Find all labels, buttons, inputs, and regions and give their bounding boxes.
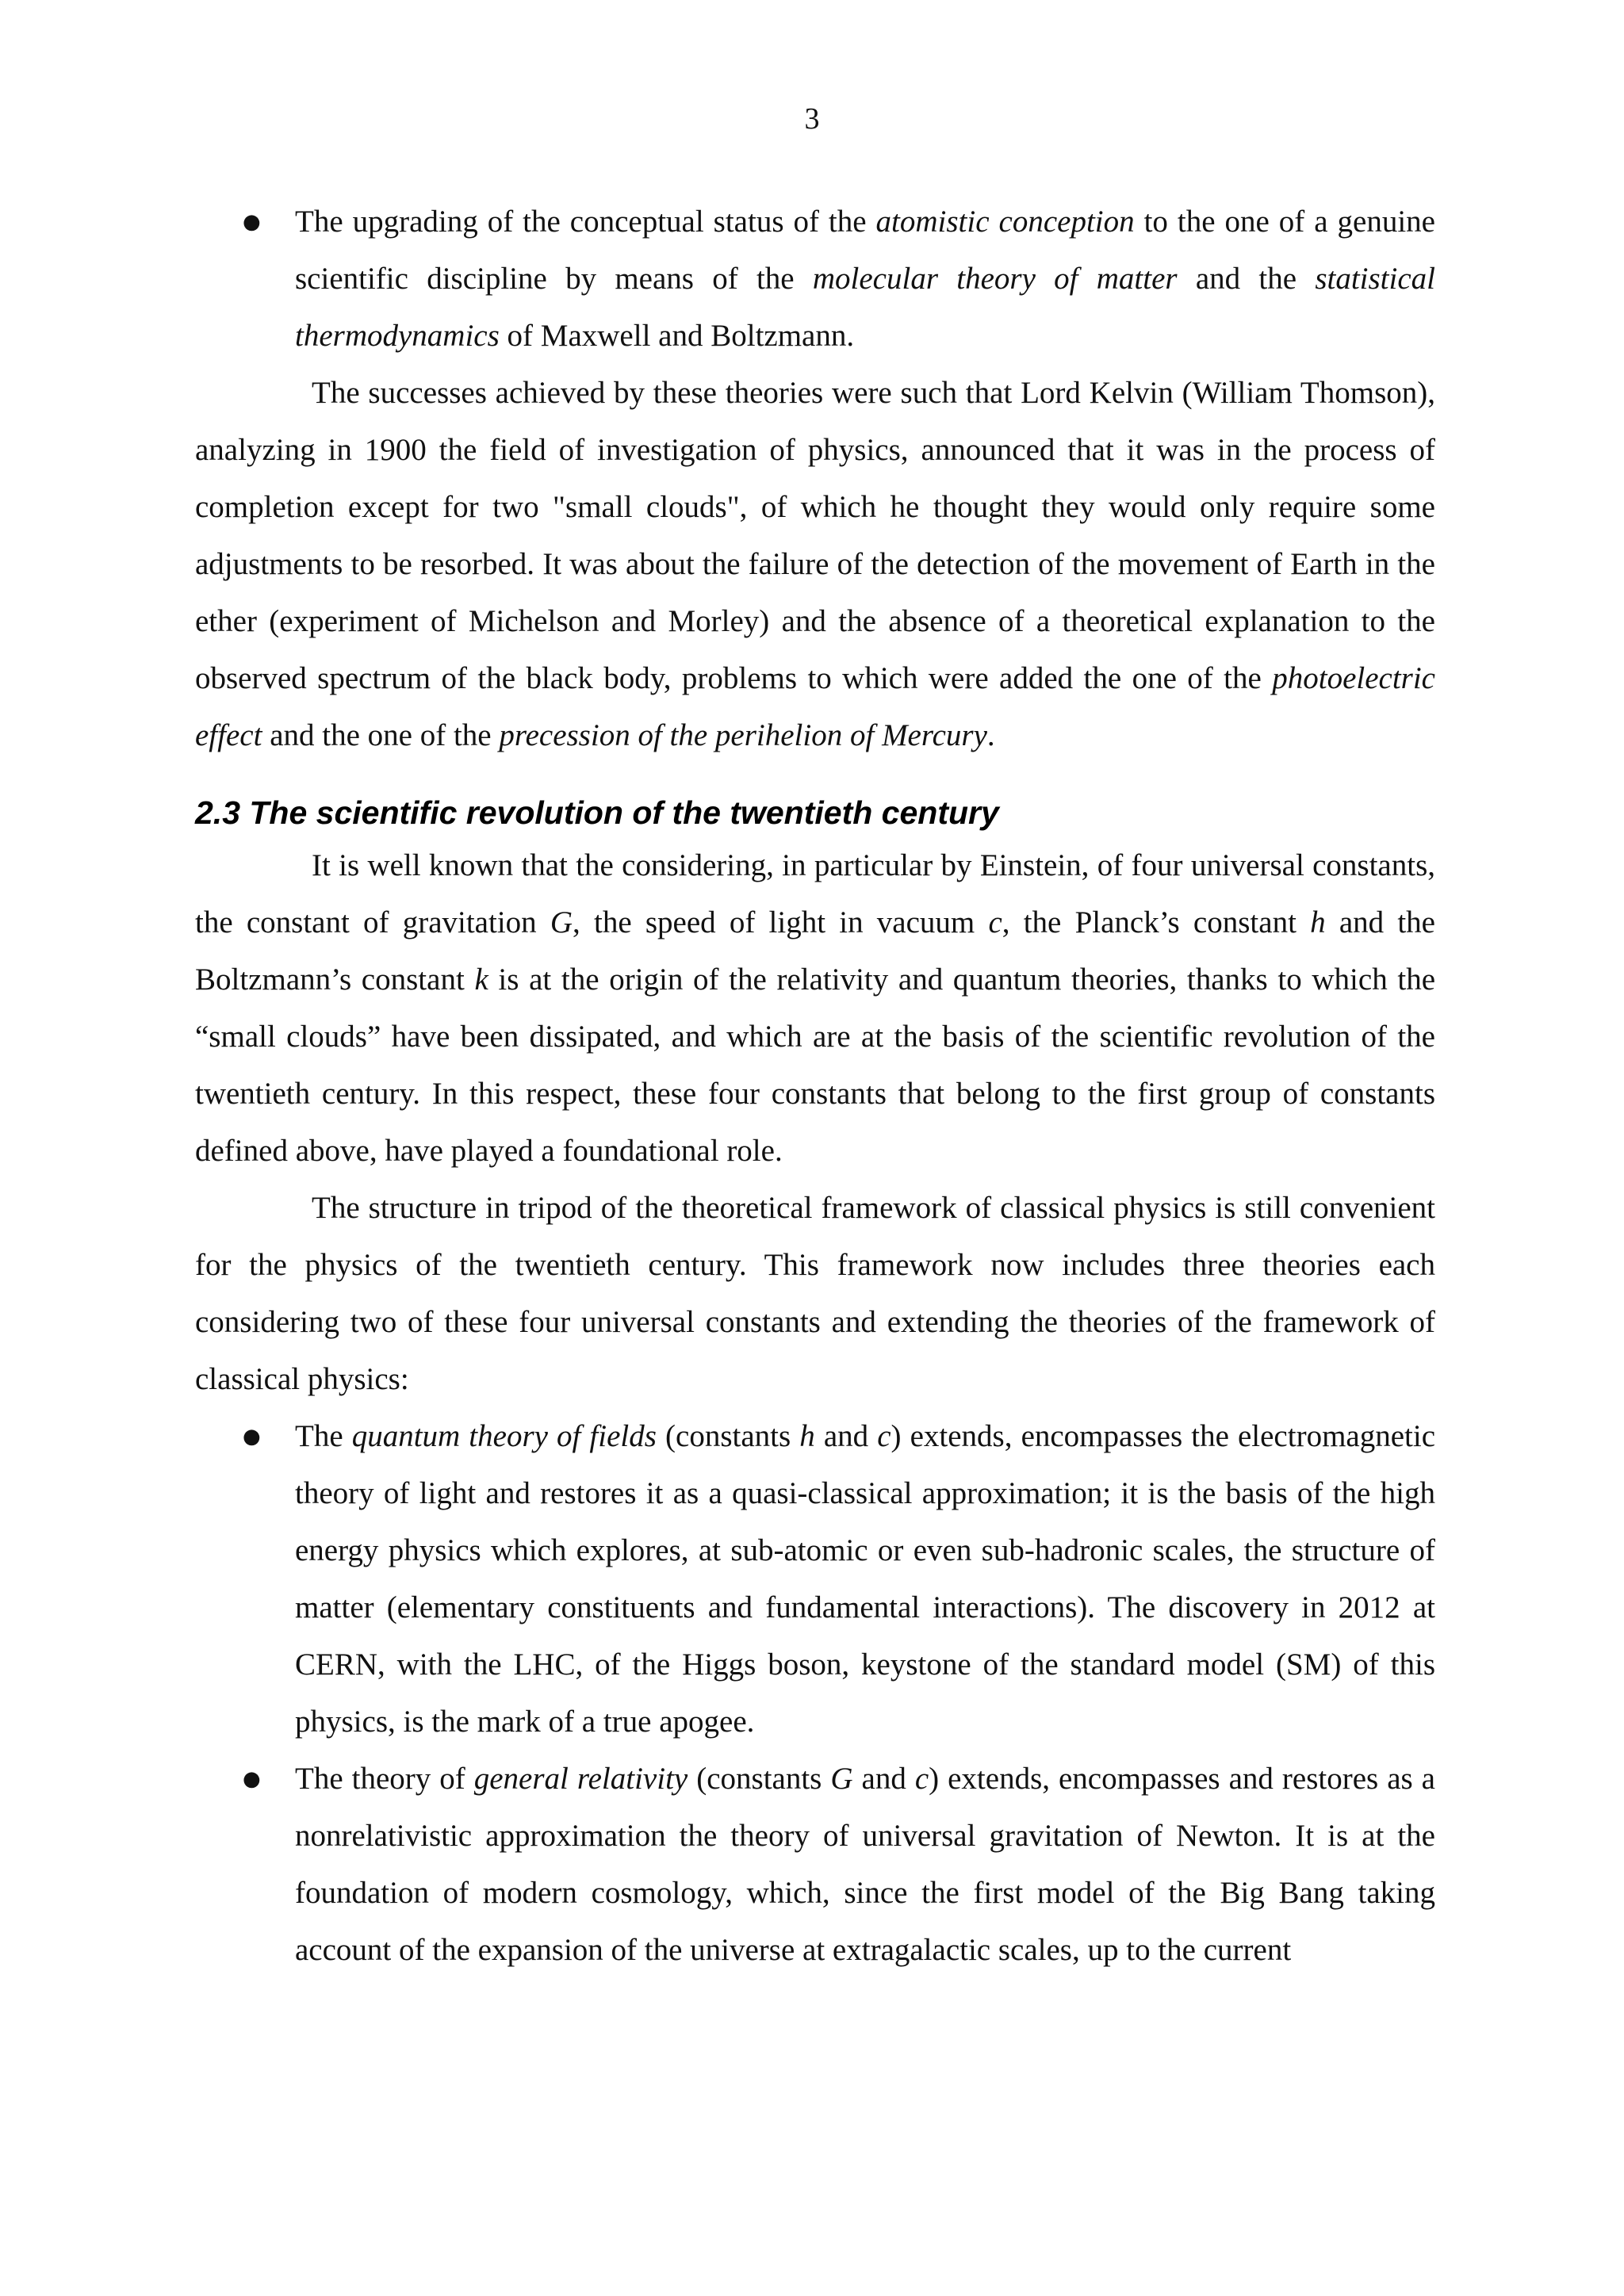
paragraph-tripod-framework: The structure in tripod of the theoretical framework of classical physics is still convenient for the physics of the twentieth century. This framework now includes three theories each considering two of these four universal constants and extending the theories of the framework of classical physics:: [195, 1191, 1435, 1396]
paragraph-universal-constants: It is well known that the considering, in particular by Einstein, of four universal constants, the constant of gravitation G, the speed of light in vacuum c, the Planck’s constant h and the Boltzmann’s constant k is at the origin of the relativity and quantum theories, thanks to which the “small clouds” have been dissipated, and which are at the basis of the scientific revolution of the twentieth century. In this respect, these four constants that belong to the first group of constants defined above, have played a foundational role.: [195, 848, 1435, 1168]
bullet-general-relativity: ● The theory of general relativity (constants G and c) extends, encompasses and restores as a nonrelativistic approximation the theory of universal gravitation of Newton. It is at the foundation of modern cosmology, which, since the first model of the Big Bang taking account of the expansion of the universe at extragalactic scales, up to the current: [195, 1751, 1435, 1979]
bullet-list-top: [195, 193, 1435, 365]
paragraph-kelvin: The successes achieved by these theories were such that Lord Kelvin (William Thomson), analyzing in 1900 the field of investigation of physics, announced that it was in the process of completion except for two "small clouds", of which he thought they would only require some adjustments to be resorbed. It was about the failure of the detection of the movement of Earth in the ether (experiment of Michelson and Morley) and the absence of a theoretical explanation to the observed spectrum of the black body, problems to which were added the one of the photoelectric effect and the one of the precession of the perihelion of Mercury.: [195, 376, 1435, 752]
bullet-dot-icon: ●: [243, 1767, 261, 1791]
bullet-quantum-theory-of-fields: ● The quantum theory of fields (constants h and c) extends, encompasses the electromagnetic theory of light and restores it as a quasi-classical approximation; it is the basis of the high energy physics which explores, at sub-atomic or even sub-hadronic scales, the structure of matter (elementary constituents and fundamental interactions). The discovery in 2012 at CERN, with the LHC, of the Higgs boson, keystone of the standard model (SM) of this physics, is the mark of a true apogee.: [195, 1408, 1435, 1751]
section-heading: 2.3 The scientific revolution of the twentieth century: [195, 794, 999, 831]
bullet-list-theories: [195, 1408, 1435, 1979]
page-number: 3: [804, 102, 820, 136]
page-content: [195, 193, 1435, 1979]
bullet-dot-icon: ●: [243, 1425, 261, 1448]
bullet-atomistic-conception: ● The upgrading of the conceptual status of the atomistic conception to the one of a genuine scientific discipline by means of the molecular theory of matter and the statistical thermodynamics of Maxwell and Boltzmann.: [195, 193, 1435, 365]
bullet-dot-icon: ●: [243, 210, 261, 234]
